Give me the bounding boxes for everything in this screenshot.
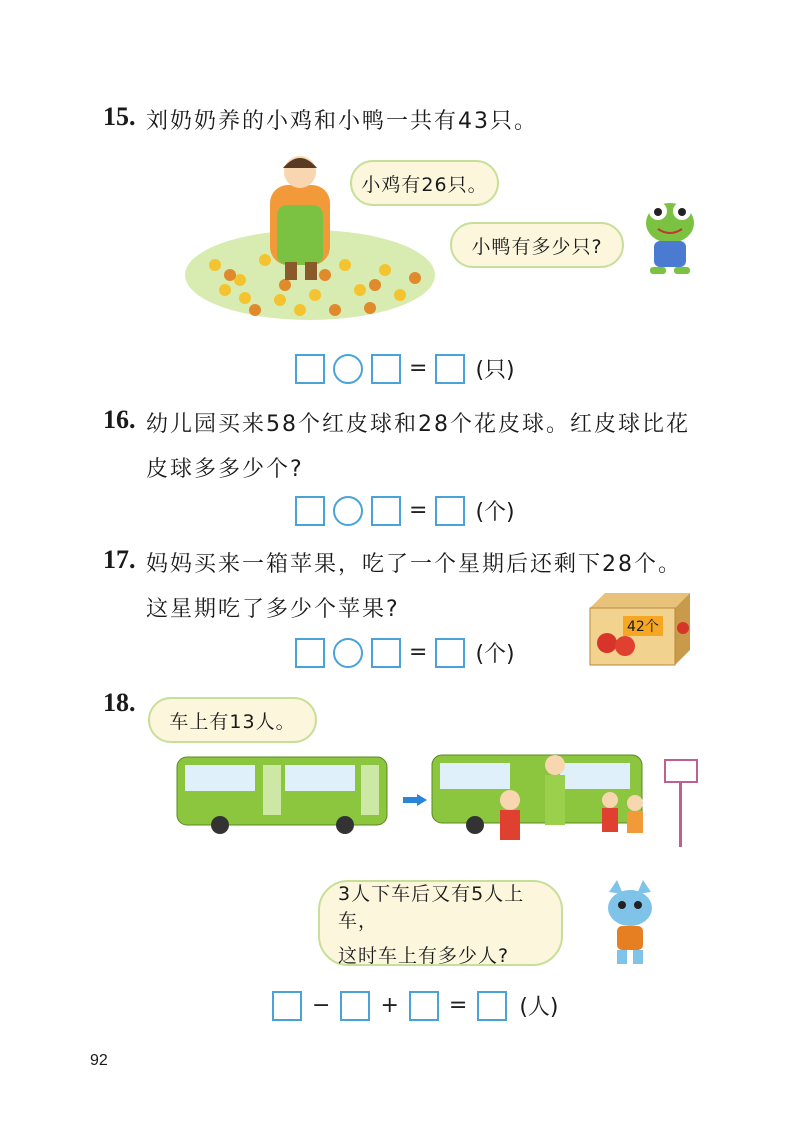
answer-box[interactable]: [295, 496, 325, 526]
equals-sign: =: [448, 993, 468, 1018]
equation-q18: [272, 990, 558, 1021]
blue-cat-character-illustration: [595, 880, 665, 968]
answer-box[interactable]: [340, 991, 370, 1021]
result-box[interactable]: [435, 354, 465, 384]
operator-circle[interactable]: [333, 638, 363, 668]
bubble-bus-count-text: 车上有13人。: [169, 710, 296, 733]
bubble-chicks-text: 小鸡有26只。: [361, 173, 488, 196]
minus-sign: −: [312, 993, 331, 1018]
operator-circle[interactable]: [333, 354, 363, 384]
equation-q17: [295, 637, 515, 668]
result-box[interactable]: [477, 991, 507, 1021]
question-number-15: 15.: [103, 102, 136, 131]
answer-box[interactable]: [371, 496, 401, 526]
bus-after-illustration: [430, 745, 700, 855]
speech-bubble-bus-count: [148, 697, 317, 743]
bubble-question-line1: 3人下车后又有5人上车，: [338, 882, 525, 932]
answer-box[interactable]: [371, 354, 401, 384]
bubble-ducks-text: 小鸭有多少只?: [471, 235, 603, 258]
equation-q15: [295, 353, 515, 384]
equals-sign: =: [409, 498, 428, 523]
result-box[interactable]: [435, 638, 465, 668]
speech-bubble-ducks-question: [450, 222, 624, 268]
frog-character-illustration: [640, 195, 700, 280]
unit-label: (个): [475, 642, 515, 667]
plus-sign: +: [380, 993, 399, 1018]
question-number-17: 17.: [103, 545, 136, 574]
equals-sign: =: [409, 640, 428, 665]
operator-circle[interactable]: [333, 496, 363, 526]
answer-box[interactable]: [409, 991, 439, 1021]
question-number-16: 16.: [103, 405, 136, 434]
speech-bubble-question: [318, 880, 563, 966]
result-box[interactable]: [435, 496, 465, 526]
question-16-line1: 幼儿园买来58个红皮球和28个花皮球。红皮球比花: [146, 412, 690, 437]
unit-label: (人): [519, 995, 559, 1020]
page-number: 92: [90, 1052, 108, 1069]
answer-box[interactable]: [295, 354, 325, 384]
equals-sign: =: [409, 356, 428, 381]
apple-box-illustration: [585, 588, 695, 668]
question-17-line2: 这星期吃了多少个苹果?: [146, 597, 400, 622]
answer-box[interactable]: [295, 638, 325, 668]
bus-before-illustration: [175, 755, 400, 835]
question-17-line1: 妈妈买来一箱苹果，吃了一个星期后还剩下28个。: [146, 552, 682, 577]
answer-box[interactable]: [371, 638, 401, 668]
question-15-text: 刘奶奶养的小鸡和小鸭一共有43只。: [146, 109, 538, 134]
equation-q16: [295, 495, 515, 526]
box-label: 42个: [623, 616, 663, 636]
speech-bubble-chicks: [350, 160, 499, 206]
answer-box[interactable]: [272, 991, 302, 1021]
bubble-question-line2: 这时车上有多少人?: [338, 944, 510, 967]
unit-label: (只): [475, 358, 515, 383]
question-16-line2: 皮球多多少个?: [146, 457, 304, 482]
right-arrow-icon: [403, 794, 427, 806]
unit-label: (个): [475, 500, 515, 525]
question-number-18: 18.: [103, 688, 136, 717]
